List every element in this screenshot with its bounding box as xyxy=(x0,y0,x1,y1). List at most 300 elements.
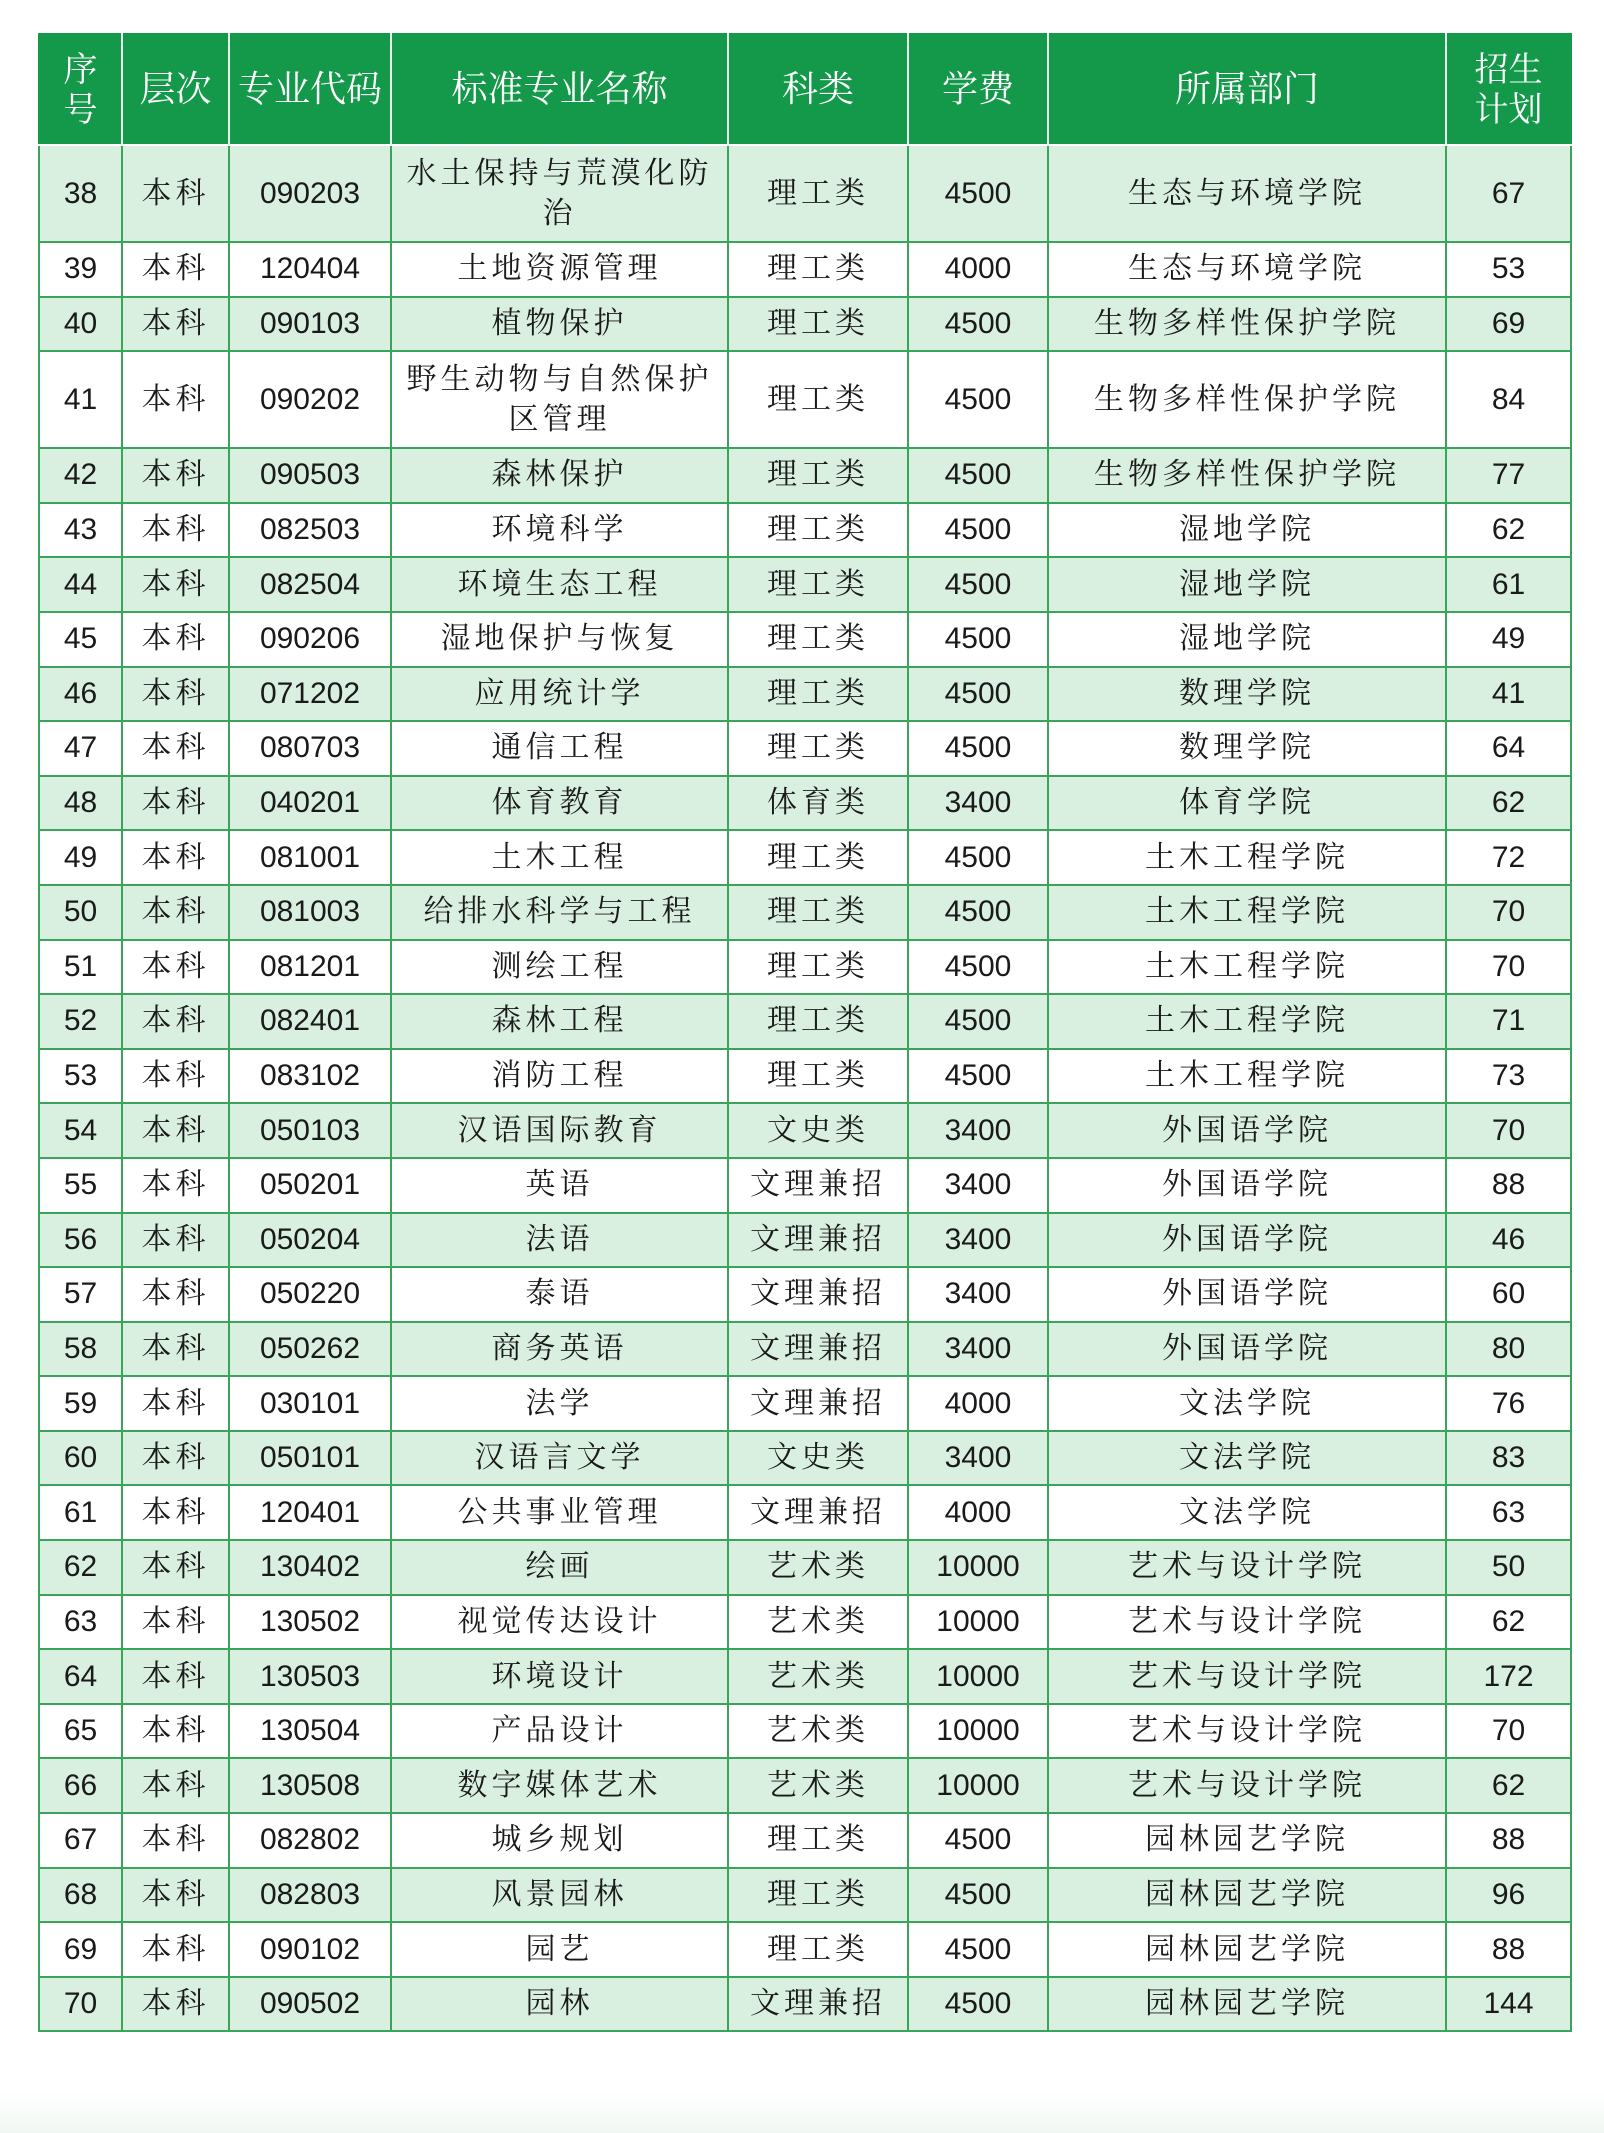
cell-department: 湿地学院 xyxy=(1048,557,1446,612)
cell-major-code: 090103 xyxy=(229,297,391,352)
cell-enrollment-plan: 69 xyxy=(1446,297,1571,352)
enrollment-table-container xyxy=(38,33,1570,2032)
cell-department: 外国语学院 xyxy=(1048,1213,1446,1268)
cell-level: 本科 xyxy=(122,1540,229,1595)
cell-enrollment-plan: 88 xyxy=(1446,1813,1571,1868)
table-row xyxy=(39,1049,1571,1104)
cell-level: 本科 xyxy=(122,830,229,885)
cell-enrollment-plan: 41 xyxy=(1446,667,1571,722)
cell-serial-number: 65 xyxy=(39,1704,122,1759)
cell-enrollment-plan: 70 xyxy=(1446,885,1571,940)
cell-major-name: 数字媒体艺术 xyxy=(391,1758,728,1813)
cell-category: 理工类 xyxy=(728,145,908,242)
cell-enrollment-plan: 73 xyxy=(1446,1049,1571,1104)
cell-department: 外国语学院 xyxy=(1048,1267,1446,1322)
cell-category: 理工类 xyxy=(728,940,908,995)
cell-tuition: 10000 xyxy=(908,1758,1048,1813)
cell-serial-number: 56 xyxy=(39,1213,122,1268)
cell-level: 本科 xyxy=(122,503,229,558)
bottom-decoration xyxy=(0,2090,1604,2133)
cell-department: 文法学院 xyxy=(1048,1485,1446,1540)
cell-category: 艺术类 xyxy=(728,1704,908,1759)
cell-major-name: 汉语言文学 xyxy=(391,1431,728,1486)
cell-major-code: 081201 xyxy=(229,940,391,995)
cell-enrollment-plan: 84 xyxy=(1446,351,1571,448)
cell-enrollment-plan: 50 xyxy=(1446,1540,1571,1595)
cell-tuition: 4500 xyxy=(908,1813,1048,1868)
table-row xyxy=(39,830,1571,885)
cell-level: 本科 xyxy=(122,557,229,612)
cell-department: 土木工程学院 xyxy=(1048,830,1446,885)
table-row xyxy=(39,721,1571,776)
table-row xyxy=(39,1485,1571,1540)
cell-major-code: 083102 xyxy=(229,1049,391,1104)
cell-major-code: 082504 xyxy=(229,557,391,612)
cell-major-name: 通信工程 xyxy=(391,721,728,776)
cell-department: 园林园艺学院 xyxy=(1048,1868,1446,1923)
header-plan-line2: 计划 xyxy=(1474,89,1543,130)
cell-enrollment-plan: 62 xyxy=(1446,503,1571,558)
cell-major-name: 野生动物与自然保护区管理 xyxy=(391,351,728,448)
cell-tuition: 4500 xyxy=(908,557,1048,612)
cell-department: 文法学院 xyxy=(1048,1376,1446,1431)
cell-category: 理工类 xyxy=(728,448,908,503)
cell-category: 艺术类 xyxy=(728,1758,908,1813)
cell-level: 本科 xyxy=(122,1213,229,1268)
table-row xyxy=(39,1322,1571,1377)
table-row xyxy=(39,503,1571,558)
cell-tuition: 3400 xyxy=(908,1213,1048,1268)
cell-level: 本科 xyxy=(122,667,229,722)
table-row xyxy=(39,1267,1571,1322)
cell-department: 土木工程学院 xyxy=(1048,940,1446,995)
cell-serial-number: 42 xyxy=(39,448,122,503)
table-row xyxy=(39,1922,1571,1977)
cell-serial-number: 39 xyxy=(39,242,122,297)
cell-serial-number: 60 xyxy=(39,1431,122,1486)
table-row xyxy=(39,242,1571,297)
cell-major-name: 森林保护 xyxy=(391,448,728,503)
cell-department: 外国语学院 xyxy=(1048,1103,1446,1158)
cell-department: 园林园艺学院 xyxy=(1048,1813,1446,1868)
cell-major-code: 090102 xyxy=(229,1922,391,1977)
cell-category: 文理兼招 xyxy=(728,1322,908,1377)
cell-major-name: 园林 xyxy=(391,1977,728,2032)
cell-department: 湿地学院 xyxy=(1048,503,1446,558)
cell-serial-number: 41 xyxy=(39,351,122,448)
table-row xyxy=(39,297,1571,352)
cell-serial-number: 58 xyxy=(39,1322,122,1377)
table-row xyxy=(39,1758,1571,1813)
cell-enrollment-plan: 72 xyxy=(1446,830,1571,885)
cell-major-code: 082401 xyxy=(229,994,391,1049)
table-row xyxy=(39,557,1571,612)
cell-serial-number: 54 xyxy=(39,1103,122,1158)
cell-tuition: 4000 xyxy=(908,1376,1048,1431)
cell-category: 理工类 xyxy=(728,1868,908,1923)
cell-category: 艺术类 xyxy=(728,1595,908,1650)
cell-tuition: 4500 xyxy=(908,297,1048,352)
cell-major-code: 130402 xyxy=(229,1540,391,1595)
cell-major-name: 城乡规划 xyxy=(391,1813,728,1868)
cell-level: 本科 xyxy=(122,612,229,667)
header-category: 科类 xyxy=(728,34,908,145)
cell-tuition: 4500 xyxy=(908,721,1048,776)
cell-level: 本科 xyxy=(122,1813,229,1868)
cell-level: 本科 xyxy=(122,297,229,352)
cell-category: 艺术类 xyxy=(728,1649,908,1704)
cell-level: 本科 xyxy=(122,1485,229,1540)
cell-enrollment-plan: 77 xyxy=(1446,448,1571,503)
cell-category: 理工类 xyxy=(728,612,908,667)
cell-serial-number: 47 xyxy=(39,721,122,776)
cell-major-name: 商务英语 xyxy=(391,1322,728,1377)
cell-enrollment-plan: 172 xyxy=(1446,1649,1571,1704)
cell-tuition: 4500 xyxy=(908,667,1048,722)
cell-category: 文理兼招 xyxy=(728,1267,908,1322)
cell-level: 本科 xyxy=(122,1704,229,1759)
cell-category: 文理兼招 xyxy=(728,1977,908,2032)
cell-department: 数理学院 xyxy=(1048,667,1446,722)
cell-level: 本科 xyxy=(122,1977,229,2032)
header-serial-number xyxy=(39,34,122,145)
cell-category: 理工类 xyxy=(728,1813,908,1868)
cell-category: 文理兼招 xyxy=(728,1213,908,1268)
table-row xyxy=(39,1977,1571,2032)
cell-major-name: 湿地保护与恢复 xyxy=(391,612,728,667)
cell-level: 本科 xyxy=(122,242,229,297)
cell-tuition: 10000 xyxy=(908,1649,1048,1704)
cell-department: 生物多样性保护学院 xyxy=(1048,448,1446,503)
cell-level: 本科 xyxy=(122,145,229,242)
cell-major-code: 130503 xyxy=(229,1649,391,1704)
cell-level: 本科 xyxy=(122,994,229,1049)
table-row xyxy=(39,1649,1571,1704)
cell-level: 本科 xyxy=(122,1431,229,1486)
cell-department: 文法学院 xyxy=(1048,1431,1446,1486)
cell-level: 本科 xyxy=(122,1868,229,1923)
header-department: 所属部门 xyxy=(1048,34,1446,145)
cell-enrollment-plan: 62 xyxy=(1446,1758,1571,1813)
cell-enrollment-plan: 88 xyxy=(1446,1158,1571,1213)
cell-level: 本科 xyxy=(122,1376,229,1431)
cell-tuition: 4500 xyxy=(908,351,1048,448)
cell-tuition: 4500 xyxy=(908,1868,1048,1923)
cell-level: 本科 xyxy=(122,1758,229,1813)
cell-level: 本科 xyxy=(122,776,229,831)
cell-major-name: 公共事业管理 xyxy=(391,1485,728,1540)
cell-serial-number: 45 xyxy=(39,612,122,667)
cell-department: 土木工程学院 xyxy=(1048,885,1446,940)
cell-level: 本科 xyxy=(122,448,229,503)
cell-department: 艺术与设计学院 xyxy=(1048,1704,1446,1759)
table-row xyxy=(39,612,1571,667)
cell-serial-number: 69 xyxy=(39,1922,122,1977)
cell-level: 本科 xyxy=(122,1267,229,1322)
cell-department: 生态与环境学院 xyxy=(1048,242,1446,297)
cell-serial-number: 48 xyxy=(39,776,122,831)
table-row xyxy=(39,1595,1571,1650)
cell-level: 本科 xyxy=(122,1049,229,1104)
cell-tuition: 3400 xyxy=(908,1322,1048,1377)
cell-serial-number: 68 xyxy=(39,1868,122,1923)
cell-enrollment-plan: 61 xyxy=(1446,557,1571,612)
cell-enrollment-plan: 62 xyxy=(1446,1595,1571,1650)
table-row xyxy=(39,885,1571,940)
table-row xyxy=(39,145,1571,242)
table-row xyxy=(39,351,1571,448)
cell-category: 艺术类 xyxy=(728,1540,908,1595)
cell-serial-number: 46 xyxy=(39,667,122,722)
header-level: 层次 xyxy=(122,34,229,145)
header-major-code: 专业代码 xyxy=(229,34,391,145)
cell-tuition: 10000 xyxy=(908,1595,1048,1650)
table-row xyxy=(39,1158,1571,1213)
table-row xyxy=(39,940,1571,995)
cell-major-code: 130502 xyxy=(229,1595,391,1650)
cell-category: 理工类 xyxy=(728,994,908,1049)
cell-major-name: 泰语 xyxy=(391,1267,728,1322)
cell-level: 本科 xyxy=(122,351,229,448)
cell-tuition: 3400 xyxy=(908,1431,1048,1486)
table-row xyxy=(39,1704,1571,1759)
cell-category: 理工类 xyxy=(728,885,908,940)
cell-major-code: 080703 xyxy=(229,721,391,776)
cell-major-name: 消防工程 xyxy=(391,1049,728,1104)
cell-category: 体育类 xyxy=(728,776,908,831)
cell-department: 艺术与设计学院 xyxy=(1048,1649,1446,1704)
cell-major-code: 082802 xyxy=(229,1813,391,1868)
cell-major-code: 040201 xyxy=(229,776,391,831)
table-row xyxy=(39,1213,1571,1268)
cell-serial-number: 51 xyxy=(39,940,122,995)
cell-category: 理工类 xyxy=(728,351,908,448)
table-row xyxy=(39,1813,1571,1868)
cell-department: 园林园艺学院 xyxy=(1048,1977,1446,2032)
cell-major-code: 050262 xyxy=(229,1322,391,1377)
cell-enrollment-plan: 88 xyxy=(1446,1922,1571,1977)
header-serial-line2: 号 xyxy=(63,89,98,130)
cell-department: 外国语学院 xyxy=(1048,1322,1446,1377)
cell-tuition: 3400 xyxy=(908,776,1048,831)
cell-serial-number: 44 xyxy=(39,557,122,612)
cell-level: 本科 xyxy=(122,1922,229,1977)
table-body xyxy=(39,145,1571,2031)
cell-enrollment-plan: 63 xyxy=(1446,1485,1571,1540)
cell-major-name: 应用统计学 xyxy=(391,667,728,722)
cell-serial-number: 55 xyxy=(39,1158,122,1213)
cell-category: 理工类 xyxy=(728,297,908,352)
cell-category: 理工类 xyxy=(728,667,908,722)
cell-enrollment-plan: 144 xyxy=(1446,1977,1571,2032)
cell-department: 土木工程学院 xyxy=(1048,994,1446,1049)
cell-tuition: 3400 xyxy=(908,1103,1048,1158)
cell-serial-number: 53 xyxy=(39,1049,122,1104)
cell-major-code: 030101 xyxy=(229,1376,391,1431)
cell-enrollment-plan: 76 xyxy=(1446,1376,1571,1431)
cell-serial-number: 64 xyxy=(39,1649,122,1704)
cell-major-code: 050103 xyxy=(229,1103,391,1158)
cell-level: 本科 xyxy=(122,1158,229,1213)
cell-department: 艺术与设计学院 xyxy=(1048,1595,1446,1650)
header-enrollment-plan xyxy=(1446,34,1571,145)
cell-enrollment-plan: 96 xyxy=(1446,1868,1571,1923)
cell-major-name: 植物保护 xyxy=(391,297,728,352)
cell-major-name: 水土保持与荒漠化防治 xyxy=(391,145,728,242)
cell-major-code: 120401 xyxy=(229,1485,391,1540)
cell-enrollment-plan: 70 xyxy=(1446,940,1571,995)
cell-major-code: 090503 xyxy=(229,448,391,503)
cell-major-name: 英语 xyxy=(391,1158,728,1213)
cell-enrollment-plan: 62 xyxy=(1446,776,1571,831)
cell-major-code: 090203 xyxy=(229,145,391,242)
cell-level: 本科 xyxy=(122,721,229,776)
cell-serial-number: 70 xyxy=(39,1977,122,2032)
cell-serial-number: 57 xyxy=(39,1267,122,1322)
cell-major-name: 绘画 xyxy=(391,1540,728,1595)
cell-major-name: 环境设计 xyxy=(391,1649,728,1704)
cell-major-name: 体育教育 xyxy=(391,776,728,831)
cell-serial-number: 38 xyxy=(39,145,122,242)
cell-level: 本科 xyxy=(122,1649,229,1704)
cell-category: 文史类 xyxy=(728,1103,908,1158)
cell-level: 本科 xyxy=(122,1595,229,1650)
cell-department: 土木工程学院 xyxy=(1048,1049,1446,1104)
cell-major-code: 071202 xyxy=(229,667,391,722)
table-row xyxy=(39,776,1571,831)
cell-tuition: 4500 xyxy=(908,885,1048,940)
cell-level: 本科 xyxy=(122,1103,229,1158)
cell-tuition: 4500 xyxy=(908,830,1048,885)
cell-major-code: 090202 xyxy=(229,351,391,448)
cell-major-code: 130508 xyxy=(229,1758,391,1813)
cell-department: 园林园艺学院 xyxy=(1048,1922,1446,1977)
cell-serial-number: 59 xyxy=(39,1376,122,1431)
cell-major-name: 森林工程 xyxy=(391,994,728,1049)
cell-major-code: 050201 xyxy=(229,1158,391,1213)
cell-category: 文理兼招 xyxy=(728,1485,908,1540)
cell-tuition: 4500 xyxy=(908,994,1048,1049)
cell-major-name: 汉语国际教育 xyxy=(391,1103,728,1158)
cell-major-name: 土木工程 xyxy=(391,830,728,885)
cell-tuition: 4500 xyxy=(908,1977,1048,2032)
cell-tuition: 4500 xyxy=(908,940,1048,995)
cell-category: 理工类 xyxy=(728,1049,908,1104)
cell-serial-number: 49 xyxy=(39,830,122,885)
cell-level: 本科 xyxy=(122,885,229,940)
cell-enrollment-plan: 60 xyxy=(1446,1267,1571,1322)
cell-serial-number: 52 xyxy=(39,994,122,1049)
cell-department: 艺术与设计学院 xyxy=(1048,1540,1446,1595)
cell-department: 体育学院 xyxy=(1048,776,1446,831)
cell-level: 本科 xyxy=(122,940,229,995)
cell-tuition: 3400 xyxy=(908,1158,1048,1213)
table-row xyxy=(39,1431,1571,1486)
cell-major-code: 050204 xyxy=(229,1213,391,1268)
enrollment-plan-table xyxy=(38,33,1572,2032)
cell-enrollment-plan: 83 xyxy=(1446,1431,1571,1486)
table-row xyxy=(39,667,1571,722)
cell-tuition: 4500 xyxy=(908,448,1048,503)
table-row xyxy=(39,1868,1571,1923)
table-row xyxy=(39,1540,1571,1595)
cell-serial-number: 61 xyxy=(39,1485,122,1540)
cell-category: 文理兼招 xyxy=(728,1158,908,1213)
cell-major-code: 090206 xyxy=(229,612,391,667)
cell-major-name: 土地资源管理 xyxy=(391,242,728,297)
cell-tuition: 3400 xyxy=(908,1267,1048,1322)
cell-department: 湿地学院 xyxy=(1048,612,1446,667)
cell-category: 文史类 xyxy=(728,1431,908,1486)
table-row xyxy=(39,994,1571,1049)
cell-major-code: 090502 xyxy=(229,1977,391,2032)
cell-tuition: 4500 xyxy=(908,503,1048,558)
cell-enrollment-plan: 46 xyxy=(1446,1213,1571,1268)
cell-major-code: 120404 xyxy=(229,242,391,297)
cell-enrollment-plan: 70 xyxy=(1446,1704,1571,1759)
cell-major-name: 风景园林 xyxy=(391,1868,728,1923)
cell-category: 理工类 xyxy=(728,1922,908,1977)
cell-department: 生物多样性保护学院 xyxy=(1048,297,1446,352)
cell-major-name: 测绘工程 xyxy=(391,940,728,995)
cell-major-code: 082503 xyxy=(229,503,391,558)
cell-category: 理工类 xyxy=(728,830,908,885)
cell-tuition: 10000 xyxy=(908,1540,1048,1595)
cell-category: 理工类 xyxy=(728,557,908,612)
cell-major-name: 视觉传达设计 xyxy=(391,1595,728,1650)
header-tuition: 学费 xyxy=(908,34,1048,145)
cell-serial-number: 43 xyxy=(39,503,122,558)
cell-major-code: 130504 xyxy=(229,1704,391,1759)
cell-department: 艺术与设计学院 xyxy=(1048,1758,1446,1813)
cell-serial-number: 50 xyxy=(39,885,122,940)
cell-department: 生物多样性保护学院 xyxy=(1048,351,1446,448)
cell-department: 生态与环境学院 xyxy=(1048,145,1446,242)
cell-serial-number: 67 xyxy=(39,1813,122,1868)
cell-major-name: 园艺 xyxy=(391,1922,728,1977)
cell-category: 理工类 xyxy=(728,503,908,558)
cell-category: 文理兼招 xyxy=(728,1376,908,1431)
cell-tuition: 4000 xyxy=(908,242,1048,297)
cell-major-code: 081001 xyxy=(229,830,391,885)
header-major-name: 标准专业名称 xyxy=(391,34,728,145)
cell-tuition: 4500 xyxy=(908,1049,1048,1104)
cell-major-code: 082803 xyxy=(229,1868,391,1923)
table-row xyxy=(39,448,1571,503)
cell-major-code: 081003 xyxy=(229,885,391,940)
cell-major-name: 环境生态工程 xyxy=(391,557,728,612)
cell-tuition: 4500 xyxy=(908,145,1048,242)
cell-category: 理工类 xyxy=(728,242,908,297)
cell-tuition: 10000 xyxy=(908,1704,1048,1759)
cell-enrollment-plan: 49 xyxy=(1446,612,1571,667)
cell-tuition: 4500 xyxy=(908,1922,1048,1977)
table-row xyxy=(39,1376,1571,1431)
cell-enrollment-plan: 64 xyxy=(1446,721,1571,776)
cell-category: 理工类 xyxy=(728,721,908,776)
cell-enrollment-plan: 53 xyxy=(1446,242,1571,297)
cell-department: 数理学院 xyxy=(1048,721,1446,776)
cell-major-code: 050101 xyxy=(229,1431,391,1486)
cell-major-code: 050220 xyxy=(229,1267,391,1322)
cell-major-name: 给排水科学与工程 xyxy=(391,885,728,940)
cell-enrollment-plan: 67 xyxy=(1446,145,1571,242)
header-plan-line1: 招生 xyxy=(1474,49,1543,90)
cell-serial-number: 62 xyxy=(39,1540,122,1595)
cell-tuition: 4000 xyxy=(908,1485,1048,1540)
cell-enrollment-plan: 71 xyxy=(1446,994,1571,1049)
cell-enrollment-plan: 70 xyxy=(1446,1103,1571,1158)
